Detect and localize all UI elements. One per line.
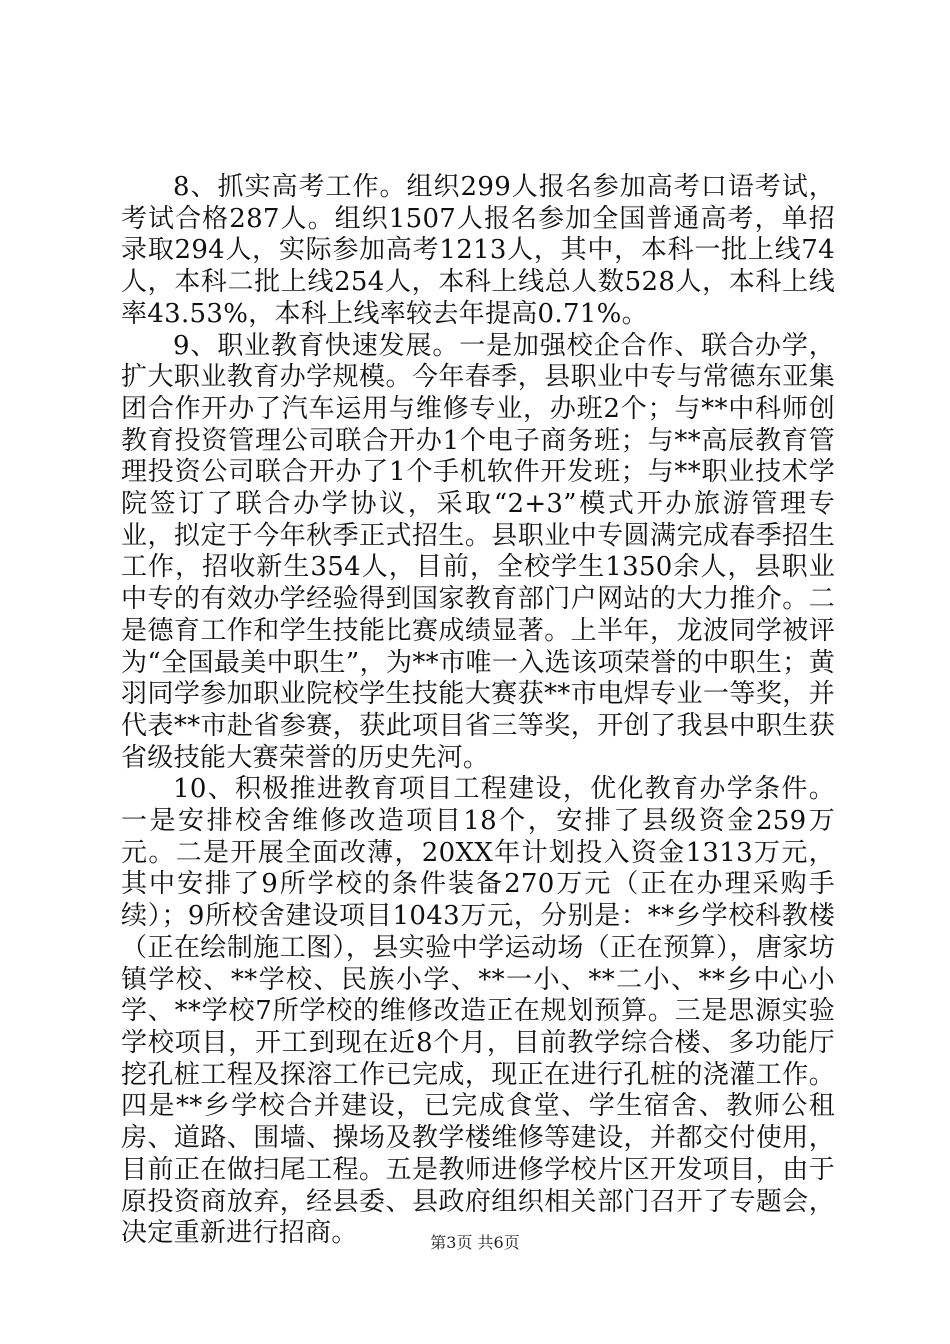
document-body	[121, 172, 835, 1250]
page-number-footer: 第3页 共6页	[430, 1233, 520, 1252]
paragraph-vocational-education: 9、职业教育快速发展。一是加强校企合作、联合办学，扩大职业教育办学规模。今年春季，县职业中专与常德东亚集团合作开办了汽车运用与维修专业，办班2个；与**中科师创教育投资管理公司联合开办1个电子商务班；与**高辰教育管理投资公司联合开办了1个手机软件开发班；与**职业技术学院签订了联合办学协议，采取“2+3”模式开办旅游管理专业，拟定于今年秋季正式招生。县职业中专圆满完成春季招生工作，招收新生354人，目前，全校学生1350余人，县职业中专的有效办学经验得到国家教育部门户网站的大力推介。二是德育工作和学生技能比赛成绩显著。上半年，龙波同学被评为“全国最美中职生”，为**市唯一入选该项荣誉的中职生；黄羽同学参加职业院校学生技能大赛获**市电焊专业一等奖，并代表**市赴省参赛，获此项目省三等奖，开创了我县中职生获省级技能大赛荣誉的历史先河。	[121, 330, 835, 773]
paragraph-education-projects: 10、积极推进教育项目工程建设，优化教育办学条件。一是安排校舍维修改造项目18个，安排了县级资金259万元。二是开展全面改薄，20XX年计划投入资金1313万元，其中安排了9所学校的条件装备270万元（正在办理采购手续）；9所校舍建设项目1043万元，分别是：**乡学校科教楼（正在绘制施工图），县实验中学运动场（正在预算），唐家坊镇学校、**学校、民族小学、**一小、**二小、**乡中心小学、**学校7所学校的维修改造正在规划预算。三是思源实验学校项目，开工到现在近8个月，目前教学综合楼、多功能厅挖孔桩工程及探溶工作已完成，现正在进行孔桩的浇灌工作。四是**乡学校合并建设，已完成食堂、学生宿舍、教师公租房、道路、围墙、操场及教学楼维修等建设，并都交付使用，目前正在做扫尾工程。五是教师进修学校片区开发项目，由于原投资商放弃，经县委、县政府组织相关部门召开了专题会，决定重新进行招商。	[121, 774, 835, 1249]
paragraph-college-entrance-exam: 8、抓实高考工作。组织299人报名参加高考口语考试，考试合格287人。组织1507人报名参加全国普通高考，单招录取294人，实际参加高考1213人，其中，本科一批上线74人，本科二批上线254人，本科上线总人数528人，本科上线率43.53%，本科上线率较去年提高0.71%。	[121, 172, 835, 329]
